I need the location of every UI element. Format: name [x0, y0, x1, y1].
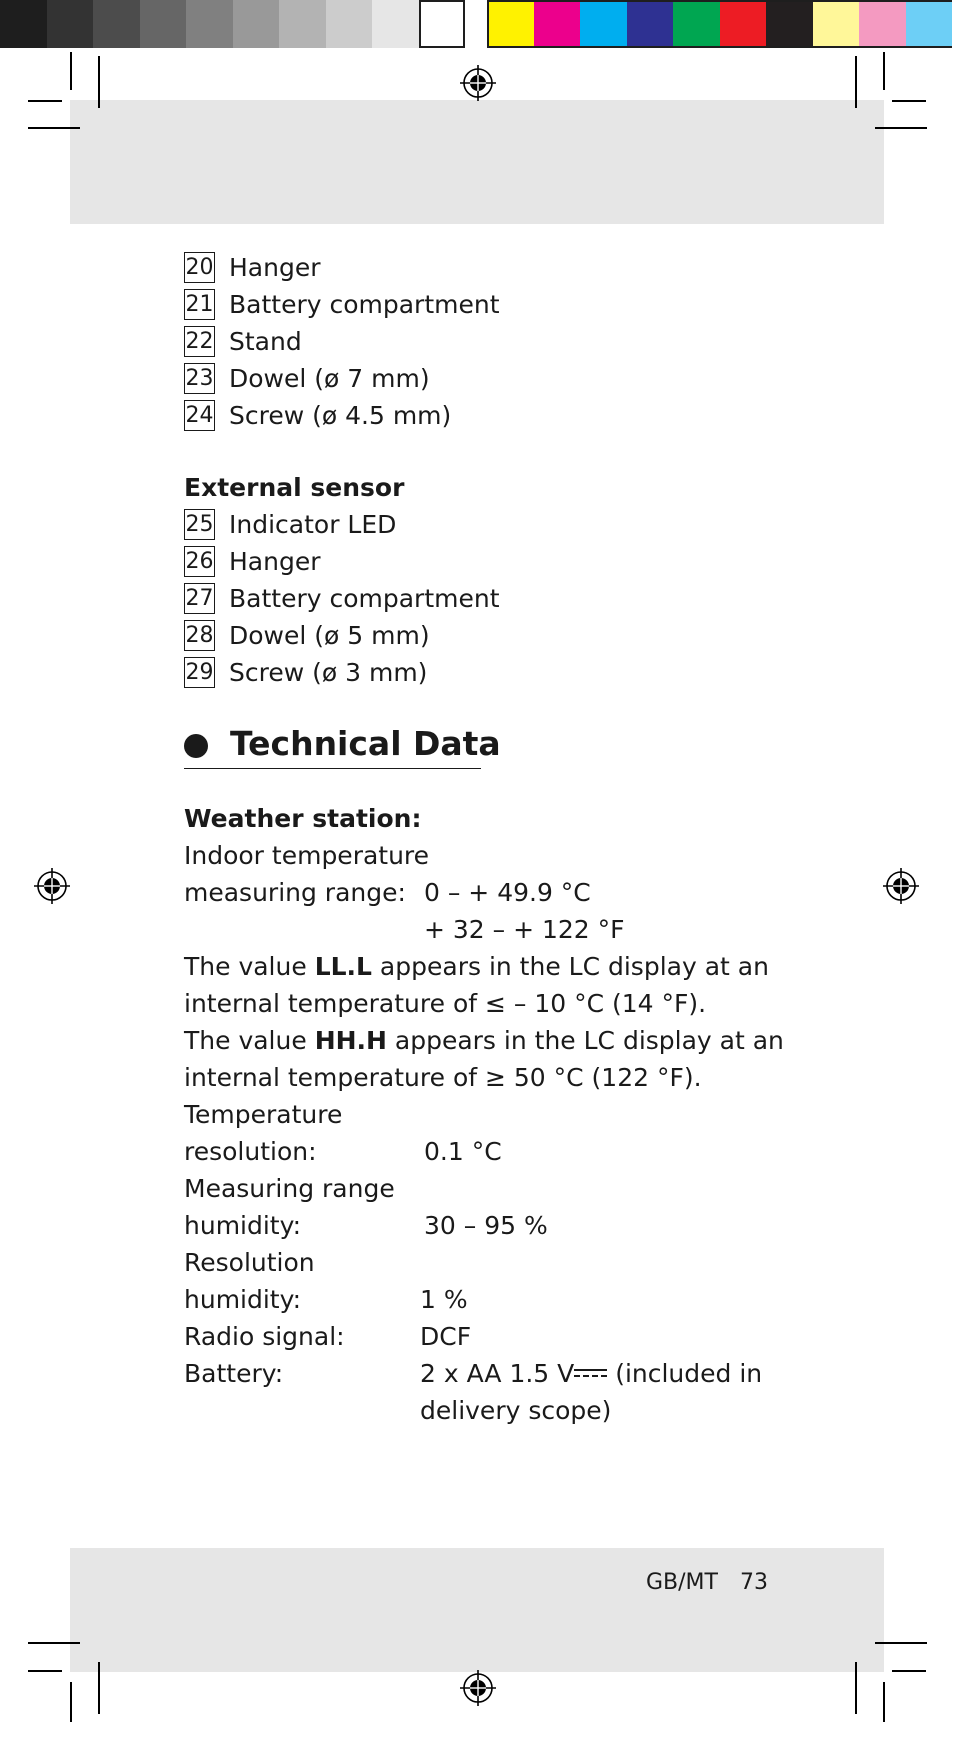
- color-swatch: [326, 0, 373, 48]
- crop-mark: [98, 1662, 100, 1714]
- spec-label: measuring range:: [184, 878, 406, 907]
- color-swatch: [766, 0, 813, 48]
- spec-value: 30 – 95 %: [424, 1211, 548, 1240]
- weather-station-heading: Weather station:: [184, 804, 422, 833]
- color-swatch: [627, 0, 674, 48]
- spec-label: Indoor temperature: [184, 841, 430, 870]
- item-number: 26: [184, 546, 215, 577]
- color-swatch: [906, 0, 953, 48]
- item-number: 29: [184, 657, 215, 688]
- color-swatch: [859, 0, 906, 48]
- item-number: 24: [184, 400, 215, 431]
- region-code: GB/MT: [646, 1570, 718, 1595]
- spec-label: resolution:: [184, 1137, 317, 1166]
- note-text: appears in the LC display at an: [386, 1026, 784, 1055]
- color-swatch: [233, 0, 280, 48]
- note-line: internal temperature of ≥ 50 °C (122 °F).: [184, 1063, 702, 1092]
- color-swatch: [580, 0, 627, 48]
- spec-value: 0.1 °C: [424, 1137, 502, 1166]
- spec-label: Resolution: [184, 1248, 315, 1277]
- spec-value: 0 – + 49.9 °C: [424, 878, 591, 907]
- color-swatch: [534, 0, 581, 48]
- spec-value: 1 %: [420, 1285, 468, 1314]
- list-item: [184, 581, 500, 617]
- color-swatch: [93, 0, 140, 48]
- spec-value: delivery scope): [420, 1396, 612, 1425]
- note-line: [184, 952, 769, 981]
- registration-mark-icon: [33, 867, 71, 905]
- header-band: [70, 100, 884, 224]
- spec-label: Battery:: [184, 1359, 284, 1388]
- item-label: Dowel (ø 5 mm): [229, 621, 430, 650]
- list-item: [184, 544, 321, 580]
- page-number: 73: [739, 1570, 768, 1595]
- list-item: [184, 287, 500, 323]
- item-label: Indicator LED: [229, 510, 397, 539]
- crop-mark: [875, 1642, 927, 1644]
- color-swatch: [673, 0, 720, 48]
- item-label: Hanger: [229, 547, 321, 576]
- color-swatch: [813, 0, 860, 48]
- crop-mark: [892, 100, 926, 102]
- color-swatch: [0, 0, 47, 48]
- dc-symbol-icon: [574, 1368, 607, 1382]
- external-sensor-heading: External sensor: [184, 473, 405, 502]
- crop-mark: [28, 1670, 62, 1672]
- registration-mark-icon: [459, 1669, 497, 1707]
- color-swatch: [419, 0, 466, 48]
- page-footer: [646, 1570, 768, 1595]
- display-code: LL.L: [314, 952, 372, 981]
- spec-label: Temperature: [184, 1100, 343, 1129]
- crop-mark: [855, 56, 857, 108]
- spec-label: humidity:: [184, 1285, 302, 1314]
- item-number: 21: [184, 289, 215, 320]
- crop-mark: [883, 52, 885, 90]
- crop-mark: [70, 1682, 72, 1722]
- crop-mark: [28, 127, 80, 129]
- item-label: Hanger: [229, 253, 321, 282]
- note-text: The value: [184, 952, 315, 981]
- list-item: [184, 324, 302, 360]
- registration-mark-icon: [882, 867, 920, 905]
- battery-text: 2 x AA 1.5 V: [420, 1359, 575, 1388]
- item-number: 20: [184, 252, 215, 283]
- crop-mark: [883, 1682, 885, 1722]
- color-swatch: [487, 0, 534, 48]
- item-label: Screw (ø 3 mm): [229, 658, 428, 687]
- item-label: Battery compartment: [229, 584, 500, 613]
- color-swatch: [372, 0, 419, 48]
- list-item: [184, 655, 427, 691]
- list-item: [184, 361, 430, 397]
- crop-mark: [70, 52, 72, 90]
- display-code: HH.H: [314, 1026, 387, 1055]
- section-heading: [184, 724, 501, 769]
- color-swatch: [186, 0, 233, 48]
- list-item: [184, 618, 430, 654]
- section-title: Technical Data: [230, 724, 501, 763]
- crop-mark: [28, 100, 62, 102]
- list-item: [184, 250, 321, 286]
- color-swatch: [279, 0, 326, 48]
- item-label: Battery compartment: [229, 290, 500, 319]
- crop-mark: [98, 56, 100, 108]
- spec-label: humidity:: [184, 1211, 302, 1240]
- item-number: 27: [184, 583, 215, 614]
- color-swatch: [720, 0, 767, 48]
- spec-label: Radio signal:: [184, 1322, 345, 1351]
- list-item: [184, 398, 451, 434]
- item-label: Stand: [229, 327, 302, 356]
- color-swatch: [47, 0, 94, 48]
- item-number: 23: [184, 363, 215, 394]
- spec-label: Measuring range: [184, 1174, 395, 1203]
- footer-band: [70, 1548, 884, 1672]
- crop-mark: [892, 1670, 926, 1672]
- spec-value: [420, 1359, 762, 1388]
- list-item: [184, 507, 396, 543]
- bullet-icon: [184, 734, 208, 758]
- note-text: appears in the LC display at an: [371, 952, 769, 981]
- crop-mark: [875, 127, 927, 129]
- item-number: 28: [184, 620, 215, 651]
- item-label: Screw (ø 4.5 mm): [229, 401, 452, 430]
- registration-mark-icon: [459, 64, 497, 102]
- crop-mark: [855, 1662, 857, 1714]
- color-swatch: [140, 0, 187, 48]
- note-text: The value: [184, 1026, 315, 1055]
- spec-value: DCF: [420, 1322, 472, 1351]
- spec-value: + 32 – + 122 °F: [424, 915, 625, 944]
- item-number: 25: [184, 509, 215, 540]
- item-number: 22: [184, 326, 215, 357]
- print-color-bar: [0, 0, 954, 50]
- crop-mark: [28, 1642, 80, 1644]
- note-line: [184, 1026, 784, 1055]
- item-label: Dowel (ø 7 mm): [229, 364, 430, 393]
- battery-text: (included in: [607, 1359, 763, 1388]
- note-line: internal temperature of ≤ – 10 °C (14 °F).: [184, 989, 707, 1018]
